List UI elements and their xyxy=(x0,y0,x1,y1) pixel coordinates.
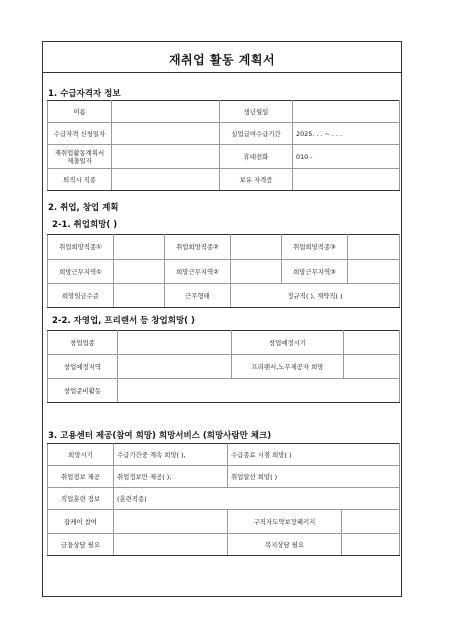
birth-label: 생년월일 xyxy=(220,101,293,123)
last-job-field[interactable] xyxy=(112,169,220,191)
region2-field[interactable] xyxy=(231,260,282,284)
finance-label: 금융상담 필요 xyxy=(48,534,114,556)
apply-date-field[interactable] xyxy=(112,123,220,145)
timing-option-end[interactable]: 수급종료 시점 희망( ) xyxy=(228,444,400,466)
certs-field[interactable] xyxy=(293,169,400,191)
finance-field[interactable] xyxy=(114,534,228,556)
last-job-label: 퇴직시 직종 xyxy=(48,169,112,191)
certs-label: 보유 자격증 xyxy=(220,169,293,191)
biz-type-label: 창업업종 xyxy=(48,331,118,355)
biz-region-label: 창업예정지역 xyxy=(48,355,118,379)
freelancer-label: 프리랜서,노무제공자 희망 xyxy=(232,355,344,379)
section-2-1-heading: 2-1. 취업희망( ) xyxy=(52,220,118,230)
job1-label: 취업희망직종① xyxy=(48,235,114,260)
biz-prep-field[interactable] xyxy=(118,379,400,403)
training-field[interactable]: (훈련직종) xyxy=(114,488,400,510)
employment-plan-table xyxy=(47,234,400,308)
biz-when-label: 창업예정시기 xyxy=(232,331,344,355)
biz-when-field[interactable] xyxy=(344,331,400,355)
job3-field[interactable] xyxy=(348,235,400,260)
biz-prep-label: 창업준비활동 xyxy=(48,379,118,403)
section-2-heading: 2. 취업, 창업 계획 xyxy=(48,203,119,213)
biz-region-field[interactable] xyxy=(118,355,232,379)
plan-submit-date-label: 재취업활동계획서 제출일자 xyxy=(48,145,112,169)
document-title: 재취업 활동 계획서 xyxy=(168,53,276,67)
apply-date-label: 수급자격 신청일자 xyxy=(48,123,112,145)
package-field[interactable] xyxy=(342,510,400,534)
section-3-heading: 3. 고용센터 제공(참여 희망) 희망서비스 (희망사람만 체크) xyxy=(48,431,272,441)
work-type-label: 근무형태 xyxy=(165,284,231,308)
info-label: 취업정보 제공 xyxy=(48,466,114,488)
wage-field[interactable] xyxy=(114,284,165,308)
birth-field[interactable] xyxy=(293,101,400,123)
package-label: 구직자도약보장패키지 xyxy=(228,510,342,534)
service-request-table xyxy=(47,443,400,556)
plan-submit-date-field[interactable] xyxy=(112,145,220,169)
benefit-period-field[interactable]: 2025. . . ~ . . . xyxy=(293,123,400,145)
info-option-placement[interactable]: 취업알선 희망( ) xyxy=(228,466,400,488)
wage-label: 희망임금수준 xyxy=(48,284,114,308)
name-label: 이름 xyxy=(48,101,112,123)
section-2-2-heading: 2-2. 자영업, 프리랜서 등 창업희망( ) xyxy=(52,316,195,326)
startup-plan-table xyxy=(47,330,400,403)
region2-label: 희망근무지역② xyxy=(165,260,231,284)
benefit-period-label: 실업급여수급기간 xyxy=(220,123,293,145)
timing-label: 희망시기 xyxy=(48,444,114,466)
welfare-field[interactable] xyxy=(342,534,400,556)
training-label: 직업훈련 정보 xyxy=(48,488,114,510)
job2-field[interactable] xyxy=(231,235,282,260)
region3-label: 희망근무지역③ xyxy=(282,260,348,284)
section-1-heading: 1. 수급자격자 정보 xyxy=(48,89,121,99)
job2-label: 취업희망직종② xyxy=(165,235,231,260)
job1-field[interactable] xyxy=(114,235,165,260)
title-divider xyxy=(42,72,402,73)
job3-label: 취업희망직종③ xyxy=(282,235,348,260)
mobile-field[interactable]: 010 - xyxy=(293,145,400,169)
jobcare-field[interactable] xyxy=(114,510,228,534)
region3-field[interactable] xyxy=(348,260,400,284)
welfare-label: 복지상담 필요 xyxy=(228,534,342,556)
mobile-label: 휴대전화 xyxy=(220,145,293,169)
timing-option-continuous[interactable]: 수급기간중 계속 희망( ), xyxy=(114,444,228,466)
work-type-options[interactable]: 정규직( ), 계약직( ) xyxy=(231,284,400,308)
region1-field[interactable] xyxy=(114,260,165,284)
jobcare-label: 잡케어 참여 xyxy=(48,510,114,534)
freelancer-field[interactable] xyxy=(344,355,400,379)
biz-type-field[interactable] xyxy=(118,331,232,355)
applicant-info-table xyxy=(47,100,400,191)
name-field[interactable] xyxy=(112,101,220,123)
region1-label: 희망근무지역① xyxy=(48,260,114,284)
info-option-only[interactable]: 취업정보만 제공( ), xyxy=(114,466,228,488)
